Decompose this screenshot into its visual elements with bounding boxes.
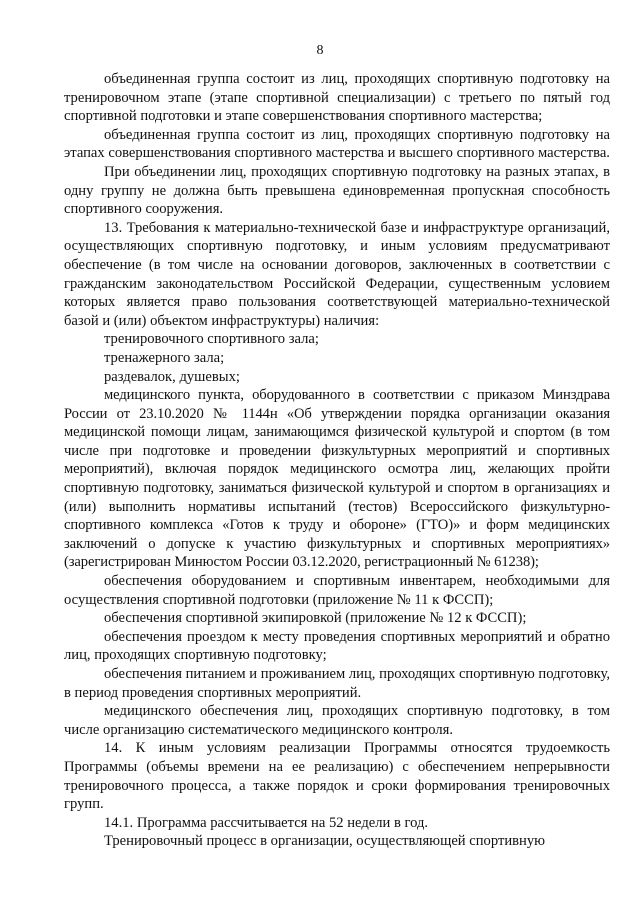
list-item: обеспечения оборудованием и спортивным инвентарем, необходимыми для осуществления спортивной подготовки (приложение № 11 к ФССП);: [64, 573, 610, 608]
paragraph: объединенная группа состоит из лиц, проходящих спортивную подготовку на тренировочном этапе (этапе спортивной специализации) с третьего по пятый год спортивной подготовки и этапе совершенствования спортивного мастерства;: [64, 71, 610, 125]
list-item: обеспечения спортивной экипировкой (приложение № 12 к ФССП);: [104, 610, 527, 627]
paragraph: 13. Требования к материально-технической базе и инфраструктуре организаций, осуществляющих спортивную подготовку, и иным условиям предусматривают обеспечение (в том числе на основании договоров, заключенных в соответствии с гражданским законодательством Российской Федерации, существенным условием которых является право пользования соответствующей материально-технической базой и (или) объектом инфраструктуры) наличия:: [64, 219, 610, 329]
paragraph: объединенная группа состоит из лиц, проходящих спортивную подготовку на этапах совершенствования спортивного мастерства и высшего спортивного мастерства.: [64, 126, 610, 162]
list-item: медицинского обеспечения лиц, проходящих спортивную подготовку, в том числе организацию систематического медицинского контроля.: [64, 703, 610, 738]
list-item: обеспечения проездом к месту проведения спортивных мероприятий и обратно лиц, проходящих спортивную подготовку;: [64, 628, 610, 664]
list-item: обеспечения питанием и проживанием лиц, проходящих спортивную подготовку, в период проведения спортивных мероприятий.: [64, 666, 610, 701]
list-item: медицинского пункта, оборудованного в соответствии с приказом Минздрава России от 23.10.2020 № 1144н «Об утверждении порядка организации оказания медицинской помощи лицам, занимающимся физической культурой и спортом (в том числе при подготовке и проведении физкультурных мероприятий и спортивных мероприятий), включая порядок медицинского осмотра лиц, желающих пройти спортивную подготовку, заниматься физической культурой и спортом в организациях и (или) выполнить нормативы испытаний (тестов) Всероссийского физкультурно-спортивного комплекса «Готов к труду и обороне» (ГТО)» и форм медицинских заключений о допуске к участию физкультурных и спортивных мероприятиях» (зарегистрирован Минюстом России 03.12.2020, регистрационный № 61238);: [64, 387, 610, 571]
paragraph: При объединении лиц, проходящих спортивную подготовку на разных этапах, в одну группу не должна быть превышена единовременная пропускная способность спортивного сооружения.: [64, 163, 610, 218]
paragraph: 14.1. Программа рассчитывается на 52 недели в год.: [104, 814, 429, 831]
page-number: 8: [316, 43, 324, 58]
list-item: тренажерного зала;: [104, 349, 225, 366]
paragraph: 14. К иным условиям реализации Программы относятся трудоемкость Программы (объемы времени на ее реализацию) с обеспечением непрерывности тренировочного процесса, а также порядок и сроки формирования тренировочных групп.: [64, 740, 610, 813]
list-item: раздевалок, душевых;: [104, 368, 240, 385]
paragraph: Тренировочный процесс в организации, осуществляющей спортивную: [104, 833, 546, 850]
list-item: тренировочного спортивного зала;: [104, 331, 319, 348]
document-body: [64, 70, 610, 851]
